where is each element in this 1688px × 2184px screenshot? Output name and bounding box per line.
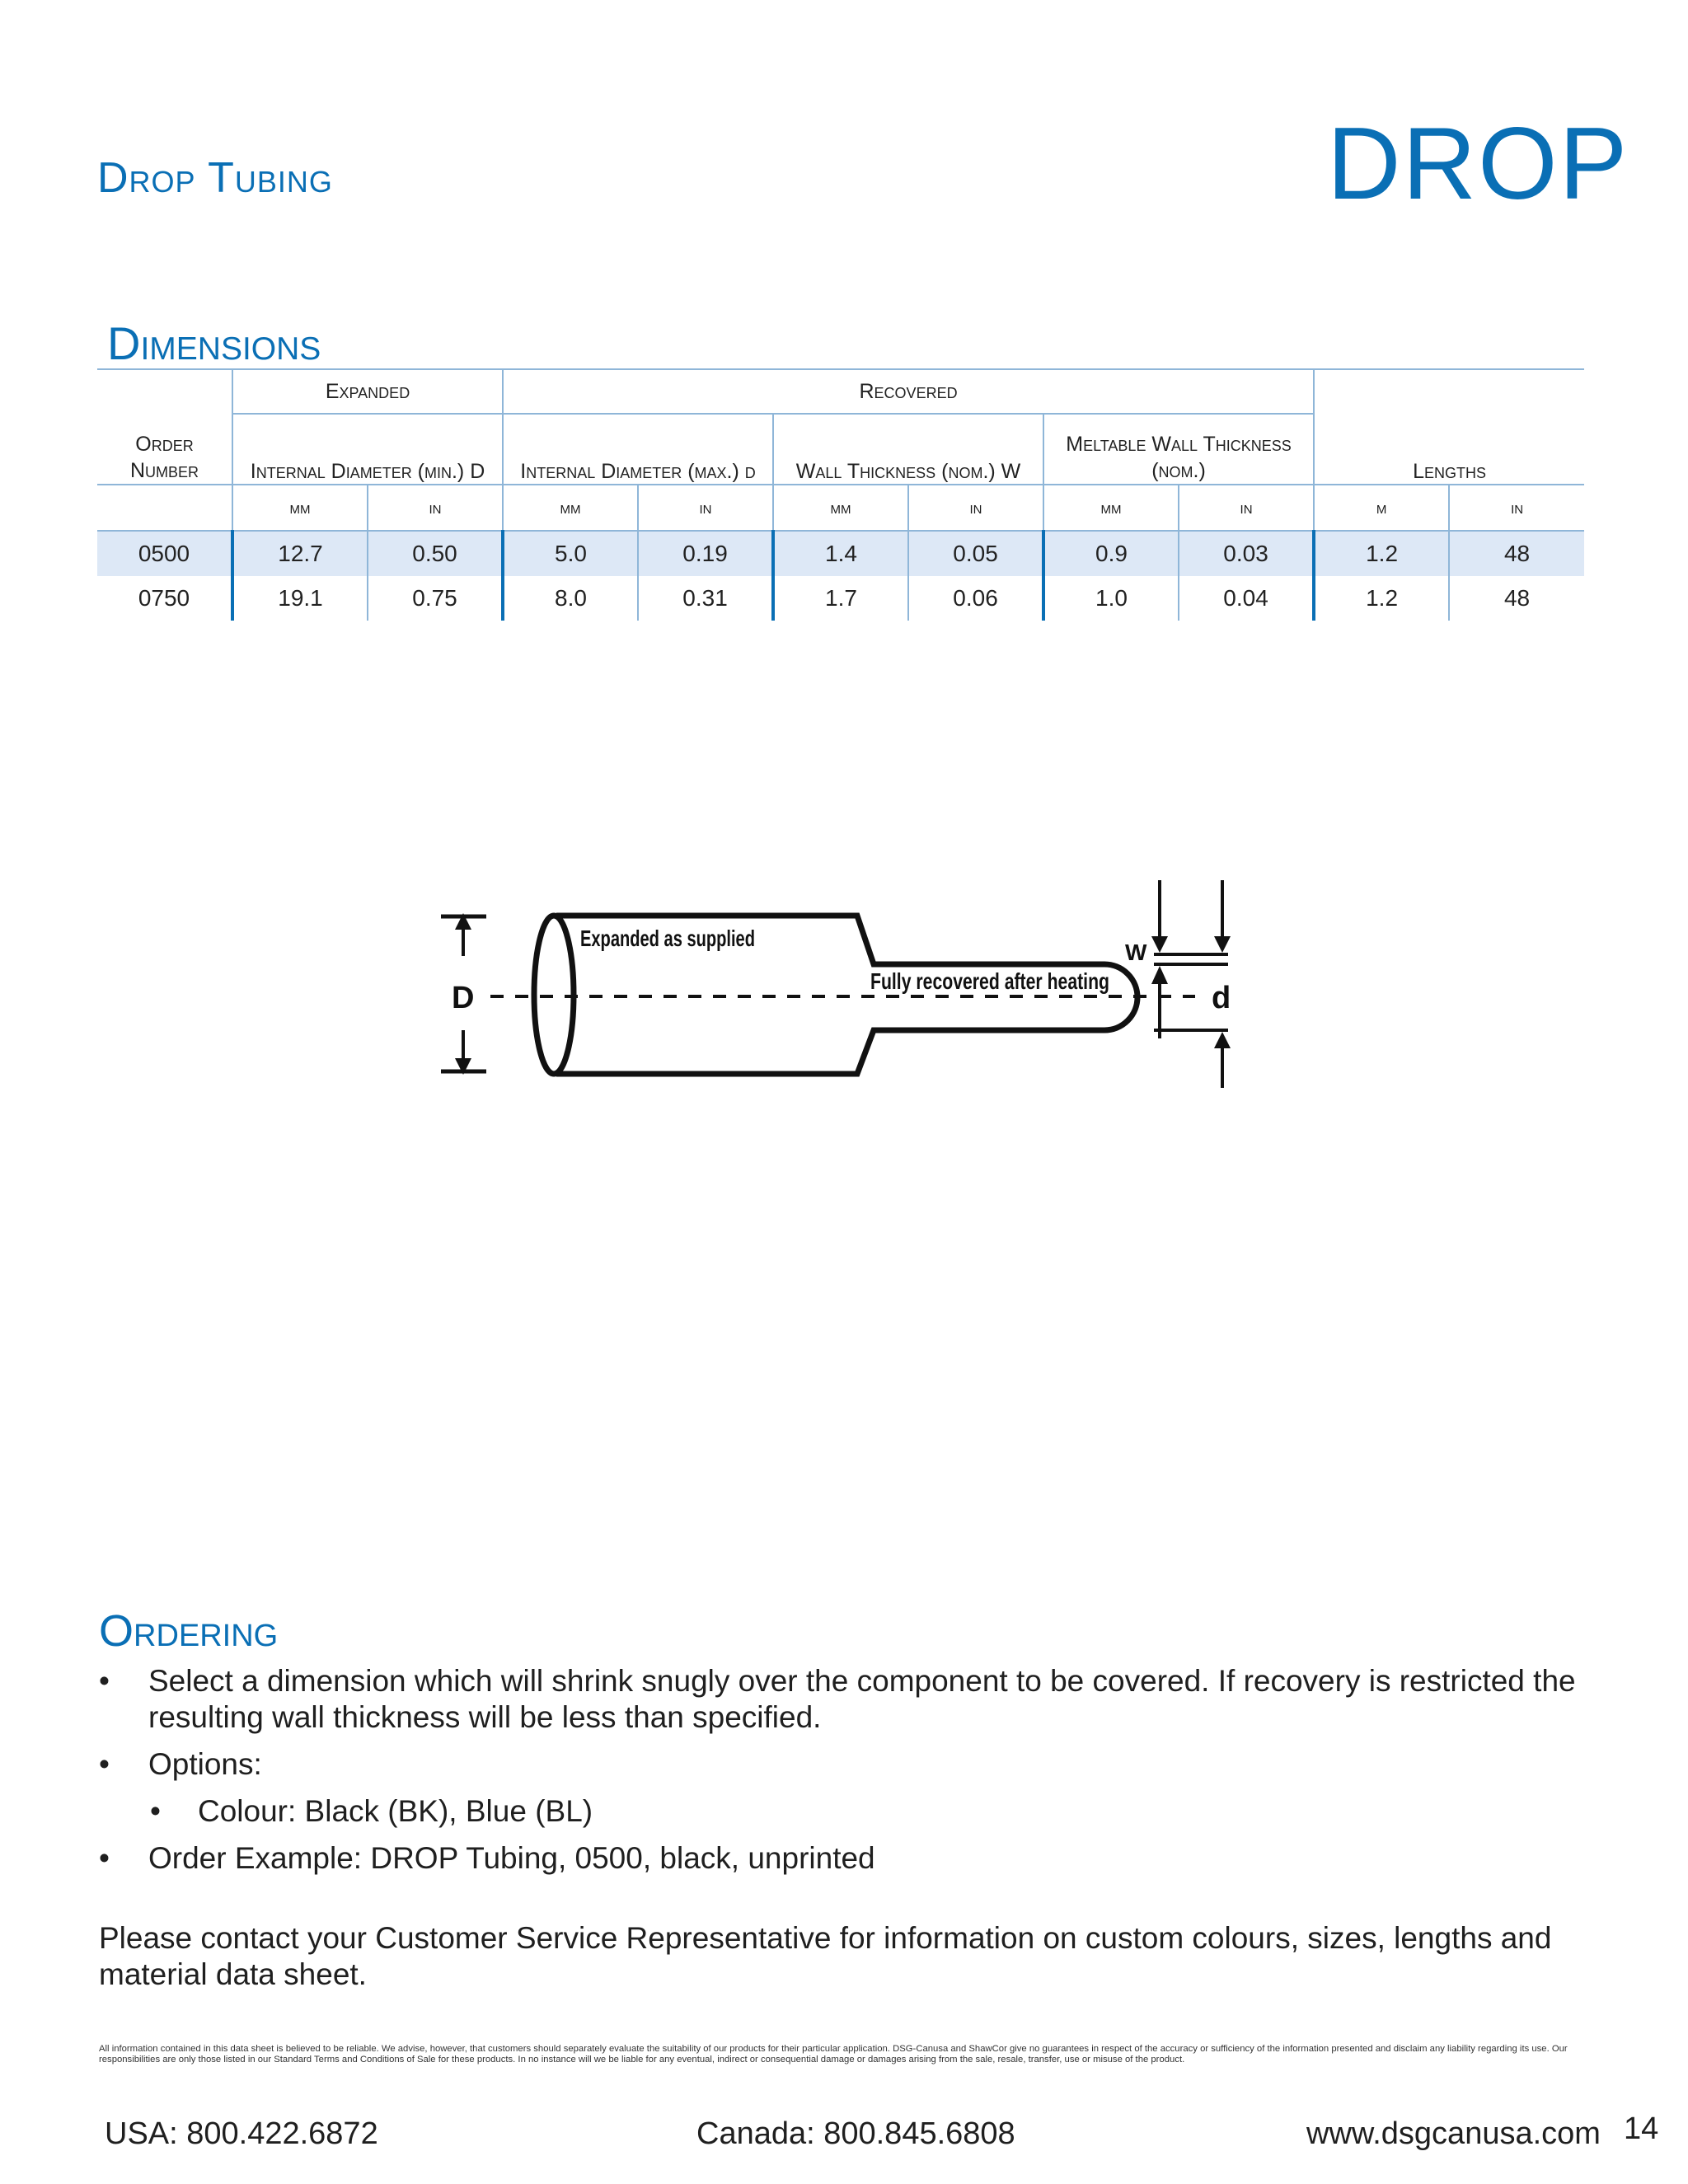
unit-cell: in — [1179, 485, 1314, 531]
group-header-expanded: Expanded — [232, 369, 503, 414]
unit-cell: in — [368, 485, 503, 531]
group-header-recovered: Recovered — [503, 369, 1314, 414]
col-header-recovered-id: Internal Diameter (max.) d — [503, 414, 773, 485]
unit-cell: mm — [773, 485, 908, 531]
brand-wordmark: DROP — [1327, 107, 1629, 221]
unit-cell: in — [908, 485, 1043, 531]
bullet: • — [99, 1841, 110, 1875]
cell-order-number: 0750 — [138, 585, 190, 611]
col-header-meltable-wall: Meltable Wall Thickness (nom.) — [1043, 414, 1314, 485]
page-title: Drop Tubing — [97, 154, 333, 202]
label-expanded: Expanded as supplied — [580, 926, 755, 951]
ordering-list — [99, 1663, 1582, 1887]
list-item: • Select a dimension which will shrink snugly over the component to be covered. If recovery is restricted the resulting wall thickness will be less than specified. — [99, 1664, 1576, 1734]
unit-cell: mm — [503, 485, 638, 531]
list-item: • Colour: Black (BK), Blue (BL) — [150, 1794, 593, 1828]
unit-cell: m — [1314, 485, 1449, 531]
dimensions-table — [97, 368, 1584, 621]
label-d: d — [1212, 981, 1231, 1015]
col-header-lengths: Lengths — [1314, 414, 1584, 485]
unit-cell: in — [1449, 485, 1584, 531]
bullet: • — [150, 1794, 161, 1828]
page-number: 14 — [1624, 2111, 1659, 2146]
col-header-expanded-id: Internal Diameter (min.) D — [232, 414, 503, 485]
footer-phone-canada: Canada: 800.845.6808 — [696, 2116, 1015, 2151]
footer-phone-usa: USA: 800.422.6872 — [105, 2116, 378, 2151]
contact-note: Please contact your Customer Service Representative for information on custom colours, sizes, lengths and material data sheet. — [99, 1921, 1552, 1991]
unit-cell: in — [638, 485, 773, 531]
list-item: • Order Example: DROP Tubing, 0500, black, unprinted — [99, 1841, 875, 1875]
bullet: • — [99, 1747, 110, 1781]
table-row: 0500 12.7 0.50 5.0 0.19 1.4 0.05 0.9 0.03 1.2 48 — [97, 531, 1584, 576]
label-D: D — [452, 981, 475, 1015]
ordering-heading: Ordering — [99, 1606, 279, 1656]
col-header-order-number: Order Number — [97, 414, 232, 485]
bullet: • — [99, 1664, 110, 1698]
unit-cell: mm — [1043, 485, 1179, 531]
table-row: 0750 19.1 0.75 8.0 0.31 1.7 0.06 1.0 0.04 1.2 48 — [97, 576, 1584, 621]
disclaimer: All information contained in this data sheet is believed to be reliable. We advise, however, that customers should separately evaluate the suitability of our products for their particular application. DSG-Canusa and ShawCor give no guarantees in respect of the accuracy or sufficiency of the information presented and disclaim any liability regarding its use. Our responsibilities are only those listed in our Standard Terms and Conditions of Sale for these products. In no instance will we be liable for any eventual, indirect or consequential damage or damages arising from the sale, resale, transfer, use or misuse of the product. — [99, 2044, 1568, 2064]
cell-order-number: 0500 — [97, 531, 232, 576]
label-recovered: Fully recovered after heating — [870, 968, 1109, 994]
col-header-wall-thickness: Wall Thickness (nom.) W — [773, 414, 1043, 485]
footer-website[interactable]: www.dsgcanusa.com — [1306, 2116, 1601, 2151]
list-item: • Options: — [99, 1747, 262, 1781]
label-W: W — [1125, 940, 1147, 965]
unit-cell: mm — [232, 485, 368, 531]
dimensions-heading: Dimensions — [107, 317, 321, 369]
tubing-diagram — [429, 874, 1261, 1096]
